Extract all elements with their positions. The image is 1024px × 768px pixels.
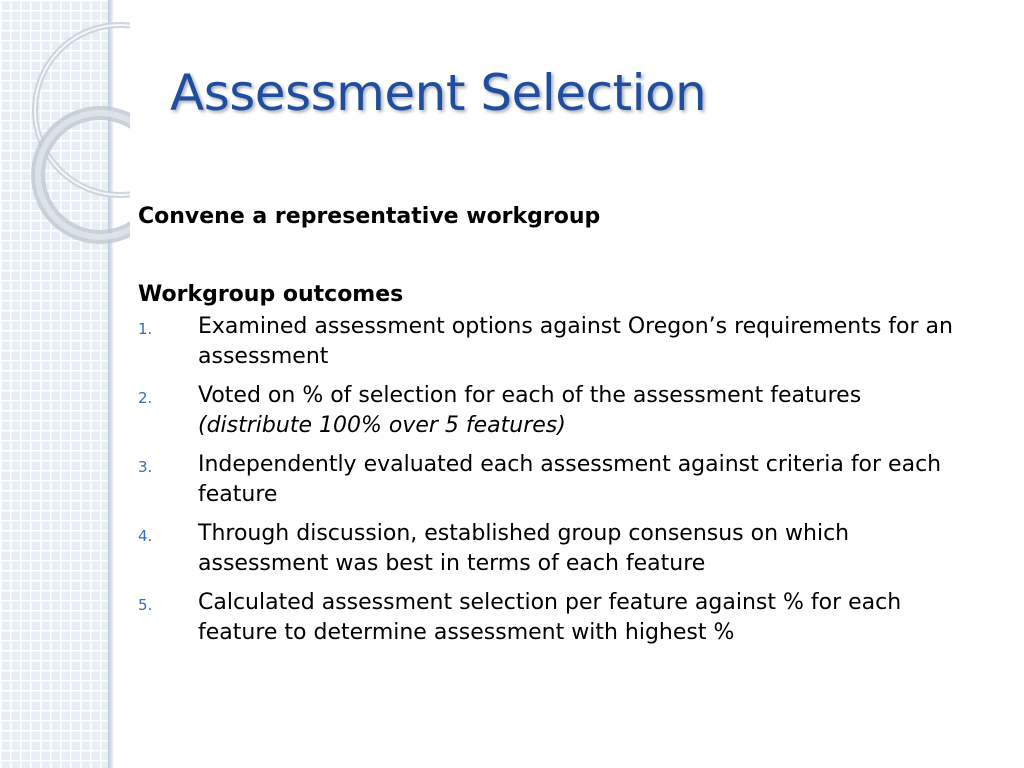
outcome-text: Examined assessment options against Oregon’s requirements for an assessment bbox=[198, 314, 953, 369]
list-number: 3. bbox=[138, 458, 153, 476]
outcome-item-5 bbox=[138, 588, 978, 648]
slide-content bbox=[138, 202, 978, 657]
outcome-text: Calculated assessment selection per feature against % for each feature to determine assessment with highest % bbox=[198, 590, 902, 645]
slide-title: Assessment Selection bbox=[170, 64, 707, 122]
list-number: 1. bbox=[138, 320, 153, 338]
heading-convene-workgroup: Convene a representative workgroup bbox=[138, 204, 601, 229]
outcome-item-3 bbox=[138, 450, 978, 510]
outcome-text: Independently evaluated each assessment against criteria for each feature bbox=[198, 452, 942, 507]
outcome-item-2 bbox=[138, 381, 978, 441]
outcome-text: Through discussion, established group consensus on which assessment was best in terms of each feature bbox=[198, 521, 850, 576]
outcomes-list bbox=[138, 312, 978, 648]
decorative-rings bbox=[0, 0, 130, 260]
list-number: 5. bbox=[138, 596, 153, 614]
outcome-text: Voted on % of selection for each of the assessment features bbox=[198, 383, 862, 408]
outcome-item-4 bbox=[138, 519, 978, 579]
list-number: 2. bbox=[138, 389, 153, 407]
outcome-item-1 bbox=[138, 312, 978, 372]
list-number: 4. bbox=[138, 527, 153, 545]
outcome-note: (distribute 100% over 5 features) bbox=[198, 413, 566, 438]
heading-workgroup-outcomes: Workgroup outcomes bbox=[138, 282, 404, 307]
